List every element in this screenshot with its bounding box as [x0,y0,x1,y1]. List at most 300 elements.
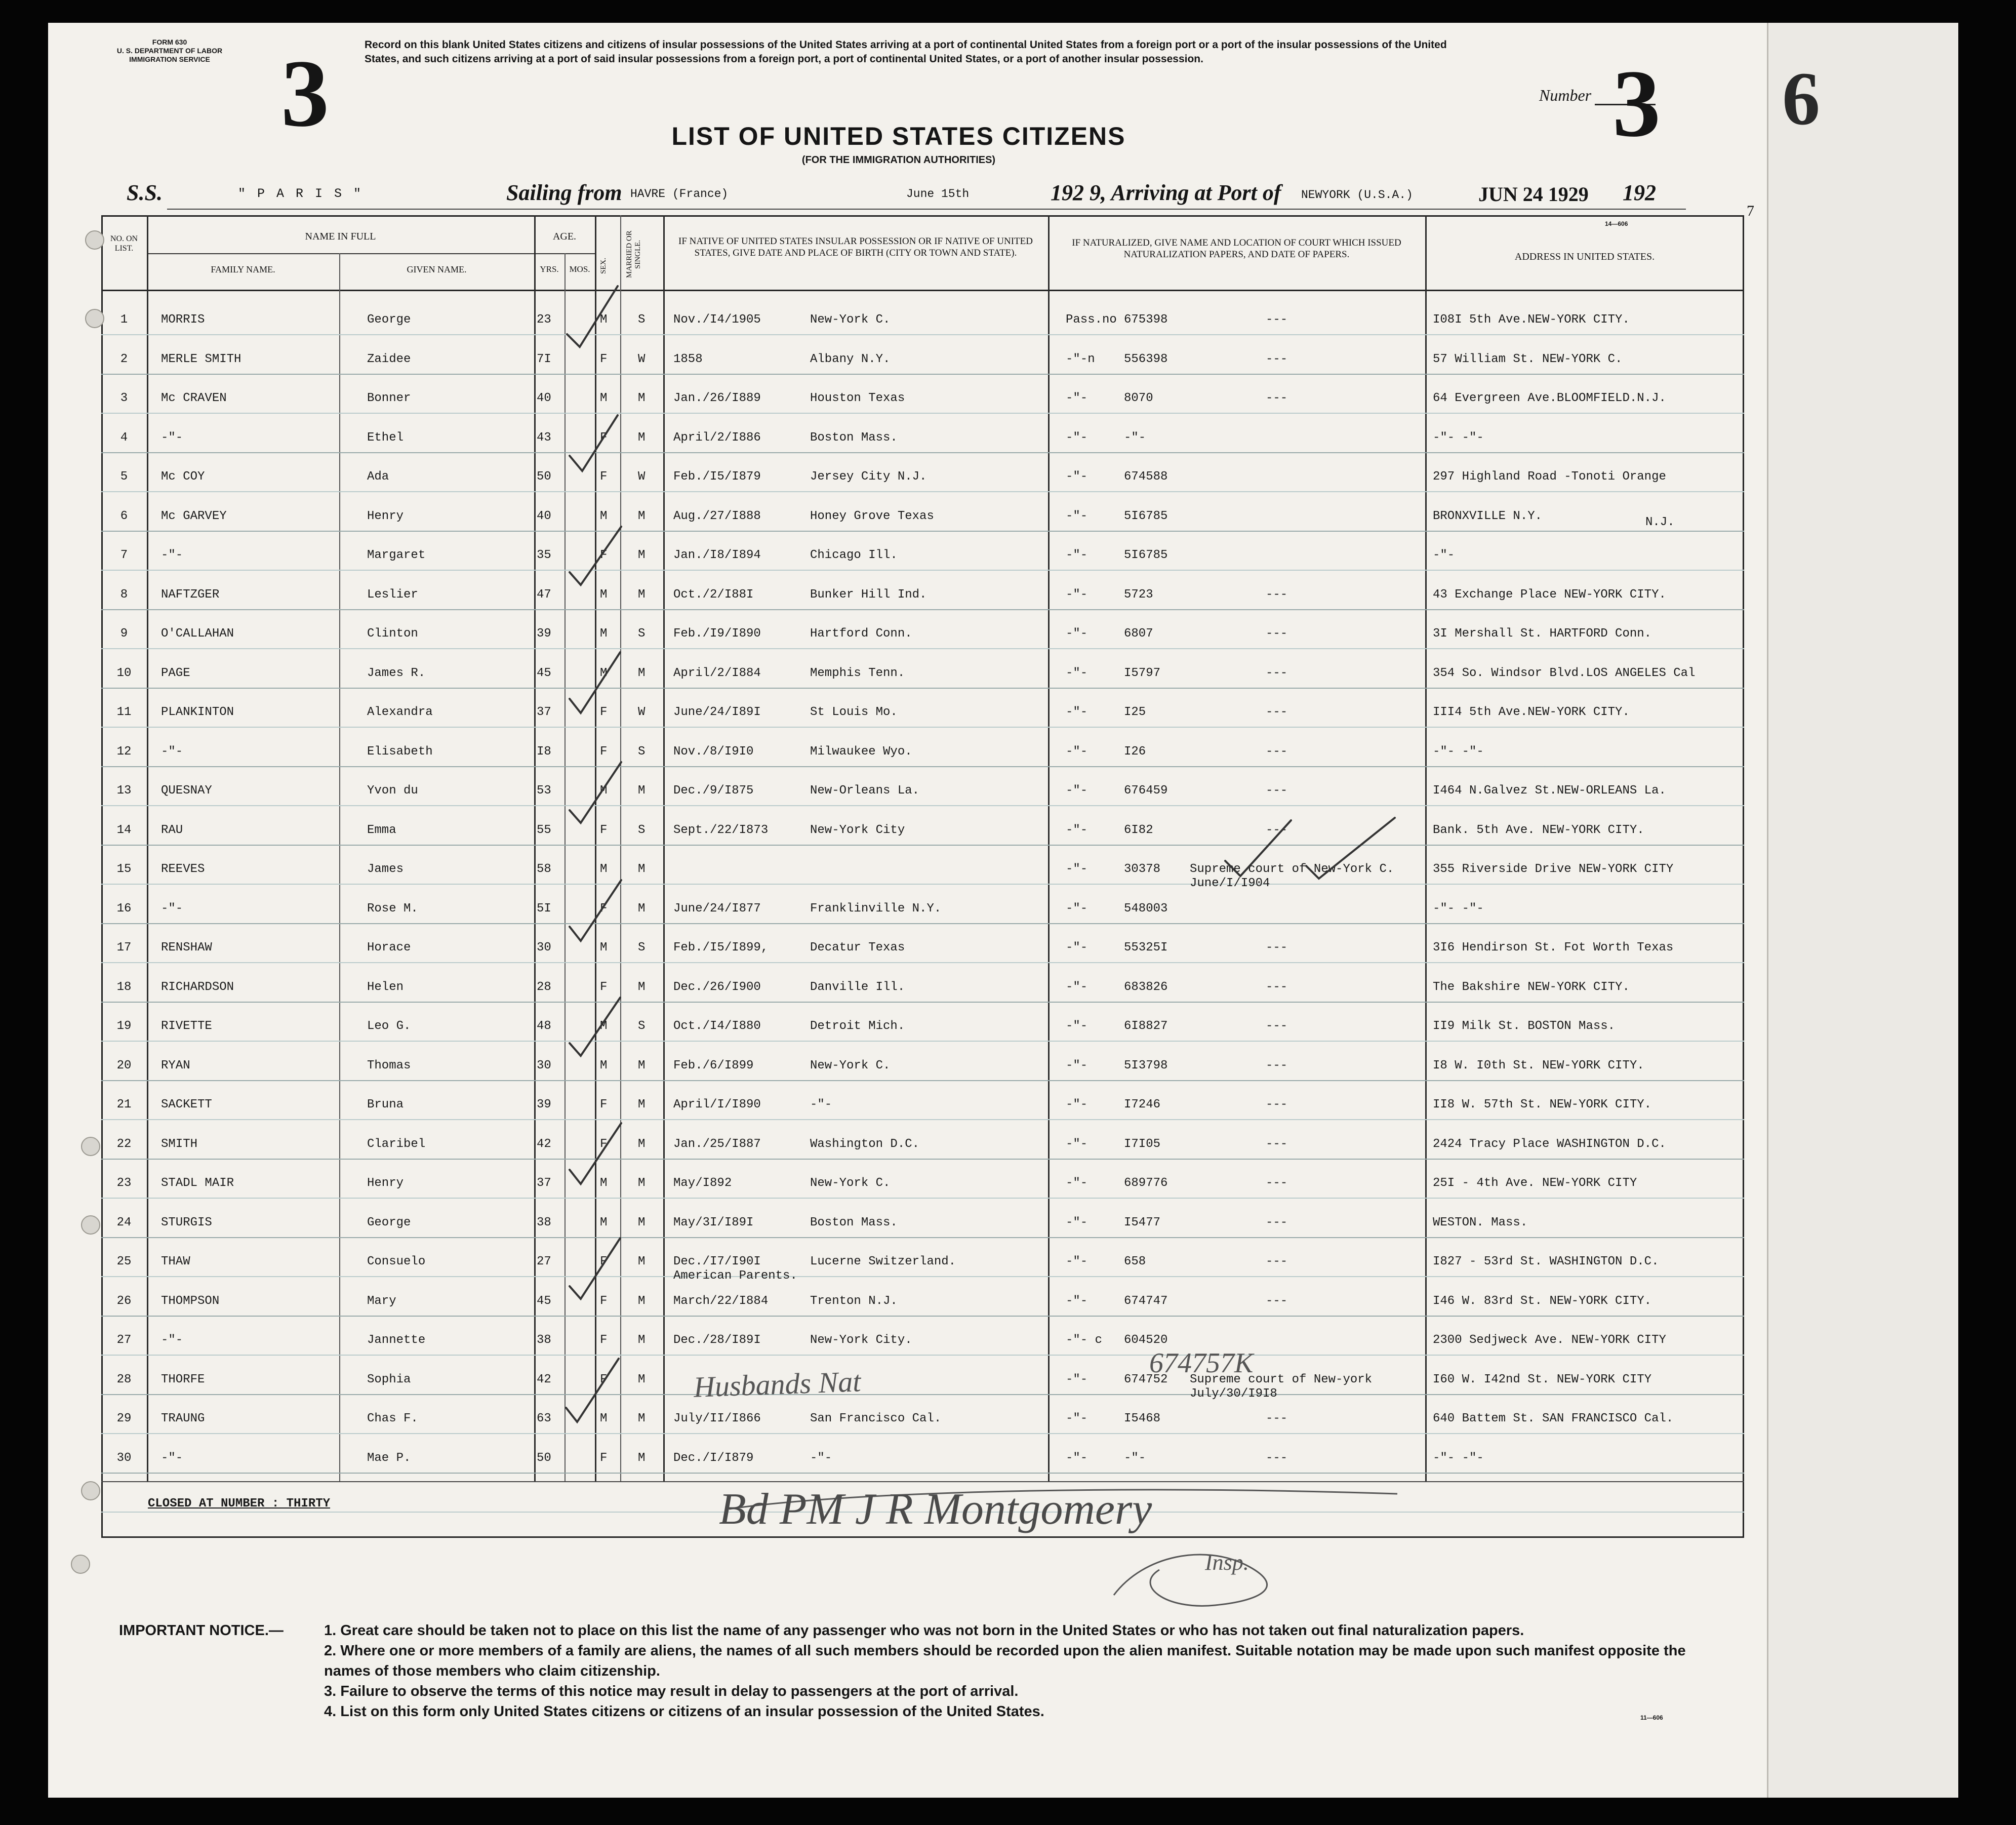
birth-date: Oct./2/I88I [673,588,754,602]
birth-date: Dec./I/I879 [673,1451,754,1465]
age-years: 40 [537,391,551,405]
birth-date: Feb./I9/I890 [673,627,761,641]
court: --- [1266,1412,1288,1425]
age-years: 43 [537,431,551,445]
sex: F [600,823,608,837]
birth-place: Trenton N.J. [810,1294,898,1308]
birth-date: May/I892 [673,1176,732,1190]
marital-status: M [638,1137,646,1151]
given-name: Jannette [367,1333,426,1347]
sex: M [600,862,608,876]
sex: F [600,902,608,916]
naturalization-ref: -"- [1066,1294,1088,1308]
address: II9 Milk St. BOSTON Mass. [1433,1019,1616,1033]
naturalization-number: I7246 [1124,1098,1161,1112]
sex: F [600,1098,608,1112]
given-name: James R. [367,666,426,680]
address: I08I 5th Ave.NEW-YORK CITY. [1433,313,1630,327]
punch-hole [81,1215,100,1235]
punch-hole [71,1555,90,1574]
sex: F [600,1137,608,1151]
age-years: 27 [537,1255,551,1268]
naturalization-number: I5797 [1124,666,1161,680]
sex: F [600,548,608,562]
address: 354 So. Windsor Blvd.LOS ANGELES Cal [1433,666,1696,680]
sex: F [600,1333,608,1347]
birth-place: Detroit Mich. [810,1019,905,1033]
court: Supreme court of New-york [1190,1373,1373,1386]
family-name: MORRIS [161,313,205,327]
naturalization-number: I7I05 [1124,1137,1161,1151]
birth-place: Boston Mass. [810,1216,898,1229]
family-name: SMITH [161,1137,198,1151]
naturalization-ref: -"- [1066,588,1088,602]
naturalization-ref: -"- [1066,705,1088,719]
naturalization-ref: -"- [1066,745,1088,759]
birth-place: St Louis Mo. [810,705,898,719]
row-number: 18 [116,980,132,994]
address: -"- [1433,548,1455,562]
punch-hole [81,1137,100,1156]
row-number: 14 [116,823,132,837]
court-date: June/I/I904 [1190,877,1270,890]
birth-place: Hartford Conn. [810,627,912,641]
check-mark [570,880,621,941]
age-years: 63 [537,1412,551,1425]
marital-status: M [638,391,646,405]
address: 640 Battem St. SAN FRANCISCO Cal. [1433,1412,1674,1425]
margin-number: 6 [1782,57,1820,141]
sex: F [600,431,608,445]
naturalization-number: 683826 [1124,980,1168,994]
record-instructions: Record on this blank United States citizens and citizens of insular possessions of the United States arriving at a port of continental United States from a foreign port or a port of the insular possessions of the United States, and such citizens arriving at a port of said insular possessions from a foreign port, a port of continental United States, or a port of another insular possession. [365,39,1447,65]
naturalization-number: 658 [1124,1255,1146,1268]
naturalization-number: 6I82 [1124,823,1153,837]
col-married-header: MARRIED OR SINGLE. [625,230,642,279]
given-name: George [367,1216,411,1229]
naturalization-number: -"- [1124,1451,1146,1465]
naturalization-ref: -"- [1066,1216,1088,1229]
birth-date: Sept./22/I873 [673,823,769,837]
row-number: 1 [120,313,128,327]
naturalization-ref: -"- [1066,431,1088,445]
naturalization-ref: -"- [1066,1176,1088,1190]
address: 2424 Tracy Place WASHINGTON D.C. [1433,1137,1666,1151]
arrival-port: NEWYORK (U.S.A.) [1301,188,1413,202]
sex: M [600,313,608,327]
address: 25I - 4th Ave. NEW-YORK CITY [1433,1176,1637,1190]
naturalization-ref: -"- [1066,862,1088,876]
birth-place: -"- [810,1451,832,1465]
check-mark [570,1123,621,1184]
family-name: STURGIS [161,1216,212,1229]
inspector-signature: Bd PM J R Montgomery [719,1485,1152,1534]
naturalization-number: -"- [1124,431,1146,445]
address: 64 Evergreen Ave.BLOOMFIELD.N.J. [1433,391,1666,405]
court: --- [1266,627,1288,641]
address: I46 W. 83rd St. NEW-YORK CITY. [1433,1294,1652,1308]
birth-date: April/I/I890 [673,1098,761,1112]
row-number: 24 [116,1216,132,1229]
naturalization-number: I26 [1124,745,1146,759]
notice-heading: IMPORTANT NOTICE.— [119,1622,284,1639]
row-number: 28 [116,1373,132,1386]
service-name: IMMIGRATION SERVICE [129,55,210,63]
check-mark [570,652,620,713]
big-number-left: 3 [281,41,329,147]
court: --- [1266,705,1288,719]
check-mark [570,415,618,471]
family-name: THOMPSON [161,1294,220,1308]
sex: F [600,470,608,484]
sex: M [600,588,608,602]
row-number: 12 [116,745,132,759]
naturalization-ref: -"- [1066,509,1088,523]
birth-date: Dec./26/I900 [673,980,761,994]
row-number: 4 [120,431,128,445]
corner-mark: 7 [1747,203,1754,219]
sex: M [600,1412,608,1425]
naturalization-ref: -"- [1066,1098,1088,1112]
court: --- [1266,823,1288,837]
col-address-header: ADDRESS IN UNITED STATES. [1514,251,1655,262]
court: --- [1266,784,1288,798]
marital-status: M [638,1098,646,1112]
marital-status: M [638,431,646,445]
marital-status: M [638,666,646,680]
birth-place: New-Orleans La. [810,784,920,798]
naturalization-ref: -"- [1066,1451,1088,1465]
given-name: Henry [367,1176,404,1190]
sex: F [600,1255,608,1268]
col-mos-header: MOS. [569,264,590,274]
birth-date: May/3I/I89I [673,1216,754,1229]
row-number: 13 [116,784,132,798]
sex: M [600,784,608,798]
marital-status: M [638,1294,646,1308]
arrival-label: 192 9, Arriving at Port of [1051,180,1281,205]
marital-status: M [638,980,646,994]
naturalization-number: 8070 [1124,391,1153,405]
naturalization-number: 604520 [1124,1333,1168,1347]
address: WESTON. Mass. [1433,1216,1528,1229]
address: -"- -"- [1433,745,1484,759]
address: I464 N.Galvez St.NEW-ORLEANS La. [1433,784,1666,798]
punch-hole [85,230,104,250]
address: 43 Exchange Place NEW-YORK CITY. [1433,588,1666,602]
given-name: Claribel [367,1137,426,1151]
family-name: RENSHAW [161,941,212,955]
naturalization-number: 5I6785 [1124,509,1168,523]
sailing-label: Sailing from [506,180,622,205]
col-family-header: FAMILY NAME. [211,264,275,274]
signature-title: Insp. [1205,1550,1249,1575]
notice-item-3: 3. Failure to observe the terms of this notice may result in delay to passengers at the port of arrival. [324,1683,1019,1699]
age-years: 5I [537,902,551,916]
naturalization-ref: -"- c [1066,1333,1103,1347]
naturalization-ref: -"- [1066,391,1088,405]
sex: F [600,352,608,366]
naturalization-ref: -"- [1066,1137,1088,1151]
address: 3I6 Hendirson St. Fot Worth Texas [1433,941,1674,955]
birth-place: Houston Texas [810,391,905,405]
row-number: 20 [116,1059,132,1073]
from-port: HAVRE (France) [630,187,729,201]
naturalization-number: 30378 [1124,862,1161,876]
birth-date: Nov./I4/1905 [673,313,761,327]
given-name: Horace [367,941,411,955]
naturalization-ref: -"-n [1066,352,1095,366]
age-years: 48 [537,1019,551,1033]
age-years: 53 [537,784,551,798]
marital-status: S [638,313,646,327]
given-name: Bruna [367,1098,404,1112]
naturalization-number: 675398 [1124,313,1168,327]
birth-date: April/2/I886 [673,431,761,445]
court: --- [1266,1059,1288,1073]
birth-date: Dec./28/I89I [673,1333,761,1347]
family-name: -"- [161,902,183,916]
row-number: 25 [116,1255,132,1268]
col-sex-header: SEX. [599,257,608,274]
family-name: -"- [161,1451,183,1465]
sex: F [600,1294,608,1308]
marital-status: M [638,509,646,523]
given-name: Consuelo [367,1255,426,1268]
court: --- [1266,1176,1288,1190]
naturalization-ref: -"- [1066,980,1088,994]
naturalization-ref: -"- [1066,1255,1088,1268]
arrival-date-stamp: JUN 24 1929 [1478,183,1589,206]
ship-name: " P A R I S " [238,186,364,201]
naturalization-number: 548003 [1124,902,1168,916]
family-name: NAFTZGER [161,588,220,602]
age-years: 55 [537,823,551,837]
court-date: July/30/I9I8 [1190,1387,1277,1401]
naturalization-number: I25 [1124,705,1146,719]
birth-date: Feb./I5/I879 [673,470,761,484]
given-name: Ada [367,470,389,484]
given-name: Elisabeth [367,745,433,759]
naturalization-number: I5477 [1124,1216,1161,1229]
address: 3I Mershall St. HARTFORD Conn. [1433,627,1652,641]
given-name: Sophia [367,1373,411,1386]
address: -"- -"- [1433,431,1484,445]
sex: M [600,941,608,955]
family-name: PAGE [161,666,190,680]
row-number: 22 [116,1137,132,1151]
marital-status: W [638,705,646,719]
naturalization-ref: -"- [1066,548,1088,562]
sex: F [600,980,608,994]
age-years: 23 [537,313,551,327]
naturalization-ref: -"- [1066,1019,1088,1033]
marital-status: M [638,1451,646,1465]
row-number: 30 [116,1451,132,1465]
birth-date: 1858 [673,352,703,366]
court: --- [1266,980,1288,994]
row-number: 2 [120,352,128,366]
birth-place: New-York C. [810,1176,891,1190]
birth-place: Albany N.Y. [810,352,891,366]
row-number: 16 [116,902,132,916]
family-name: RIVETTE [161,1019,212,1033]
notice-item-4: 4. List on this form only United States citizens or citizens of an insular possession of the United States. [324,1703,1044,1720]
sex: M [600,627,608,641]
given-name: Margaret [367,548,426,562]
number-value: 3 [1612,51,1661,157]
age-years: I8 [537,745,551,759]
court: --- [1266,313,1288,327]
marital-status: S [638,745,646,759]
check-mark [1225,820,1291,876]
court: --- [1266,1019,1288,1033]
age-years: 30 [537,941,551,955]
naturalization-number: 674747 [1124,1294,1168,1308]
given-name: Alexandra [367,705,433,719]
age-years: 30 [537,1059,551,1073]
row-number: 27 [116,1333,132,1347]
address: I60 W. I42nd St. NEW-YORK CITY [1433,1373,1652,1386]
check-mark [566,1359,619,1422]
birth-place: Memphis Tenn. [810,666,905,680]
given-name: James [367,862,404,876]
birth-place: New-York C. [810,313,891,327]
punch-hole [85,309,104,328]
naturalization-ref: -"- [1066,902,1088,916]
row-number: 7 [120,548,128,562]
birth-place: Jersey City N.J. [810,470,927,484]
birth-date: April/2/I884 [673,666,761,680]
birth-date: Jan./26/I889 [673,391,761,405]
age-years: 45 [537,666,551,680]
age-years: 28 [537,980,551,994]
col-name-header: NAME IN FULL [305,231,376,242]
given-name: Helen [367,980,404,994]
sex: M [600,391,608,405]
court: --- [1266,1451,1288,1465]
age-years: 42 [537,1137,551,1151]
form-number: FORM 630 [152,38,187,46]
family-name: MERLE SMITH [161,352,241,366]
birth-date: July/II/I866 [673,1412,761,1425]
check-mark [570,998,620,1056]
birth-place: Honey Grove Texas [810,509,934,523]
family-name: THORFE [161,1373,205,1386]
given-name: Chas F. [367,1412,418,1425]
family-name: -"- [161,431,183,445]
naturalization-ref: -"- [1066,1059,1088,1073]
birth-place: Washington D.C. [810,1137,920,1151]
page-title: LIST OF UNITED STATES CITIZENS [671,122,1126,150]
family-name: -"- [161,1333,183,1347]
age-years: 47 [537,588,551,602]
marital-status: M [638,1059,646,1073]
family-name: RYAN [161,1059,190,1073]
naturalization-ref: -"- [1066,1412,1088,1425]
family-name: RICHARDSON [161,980,234,994]
naturalization-number: 55325I [1124,941,1168,955]
naturalization-ref: -"- [1066,470,1088,484]
naturalization-number: I5468 [1124,1412,1161,1425]
sex: M [600,1019,608,1033]
age-years: 42 [537,1373,551,1386]
age-years: 37 [537,1176,551,1190]
birth-date: Oct./I4/I880 [673,1019,761,1033]
age-years: 50 [537,1451,551,1465]
family-name: Mc GARVEY [161,509,227,523]
birth-place: Danville Ill. [810,980,905,994]
row-number: 8 [120,588,128,602]
naturalization-ref: -"- [1066,1373,1088,1386]
court: --- [1266,941,1288,955]
given-name: Mary [367,1294,396,1308]
check-mark [1306,818,1395,879]
birth-date: March/22/I884 [673,1294,769,1308]
birth-place: Bunker Hill Ind. [810,588,927,602]
naturalization-number: 6I8827 [1124,1019,1168,1033]
naturalization-number: 5I6785 [1124,548,1168,562]
notice-item-2: 2. Where one or more members of a family are aliens, the names of all such members should be recorded upon the alien manifest. Suitable notation may be made upon such manifest opposite the names of those members who claim citizenship. [324,1643,1686,1679]
address: II8 W. 57th St. NEW-YORK CITY. [1433,1098,1652,1112]
address: BRONXVILLE N.Y. [1433,509,1543,523]
sex: F [600,705,608,719]
marital-status: W [638,352,646,366]
court: --- [1266,1255,1288,1268]
birth-place: New-York City [810,823,905,837]
given-name: Mae P. [367,1451,411,1465]
birth-place: Milwaukee Wyo. [810,745,912,759]
age-years: 39 [537,627,551,641]
family-name: SACKETT [161,1098,212,1112]
year-end: 192 [1623,180,1656,205]
given-name: Leslier [367,588,418,602]
sailing-date: June 15th [906,187,970,201]
marital-status: M [638,548,646,562]
birth-place: Lucerne Switzerland. [810,1255,956,1268]
given-name: Thomas [367,1059,411,1073]
birth-date: Feb./I5/I899, [673,941,769,955]
marital-status: M [638,1176,646,1190]
page-subtitle: (FOR THE IMMIGRATION AUTHORITIES) [801,154,996,166]
family-name: TRAUNG [161,1412,205,1425]
birth-date: Nov./8/I9I0 [673,745,754,759]
marital-status: W [638,470,646,484]
row-number: 11 [116,705,132,719]
marital-status: M [638,1333,646,1347]
row-number: 3 [120,391,128,405]
family-name: -"- [161,548,183,562]
marital-status: M [638,1373,646,1386]
ss-label: S.S. [127,180,163,205]
birth-date: June/24/I89I [673,705,761,719]
check-mark [567,286,618,347]
marital-status: M [638,862,646,876]
naturalization-ref: -"- [1066,784,1088,798]
row-number: 23 [116,1176,132,1190]
age-years: 37 [537,705,551,719]
marital-status: M [638,784,646,798]
naturalization-ref: -"- [1066,666,1088,680]
birth-place: San Francisco Cal. [810,1412,942,1425]
sex: M [600,1176,608,1190]
birth-place: Chicago Ill. [810,548,898,562]
row-number: 6 [120,509,128,523]
age-years: 7I [537,352,551,366]
birth-date: June/24/I877 [673,902,761,916]
birth-place: Decatur Texas [810,941,905,955]
court: --- [1266,588,1288,602]
